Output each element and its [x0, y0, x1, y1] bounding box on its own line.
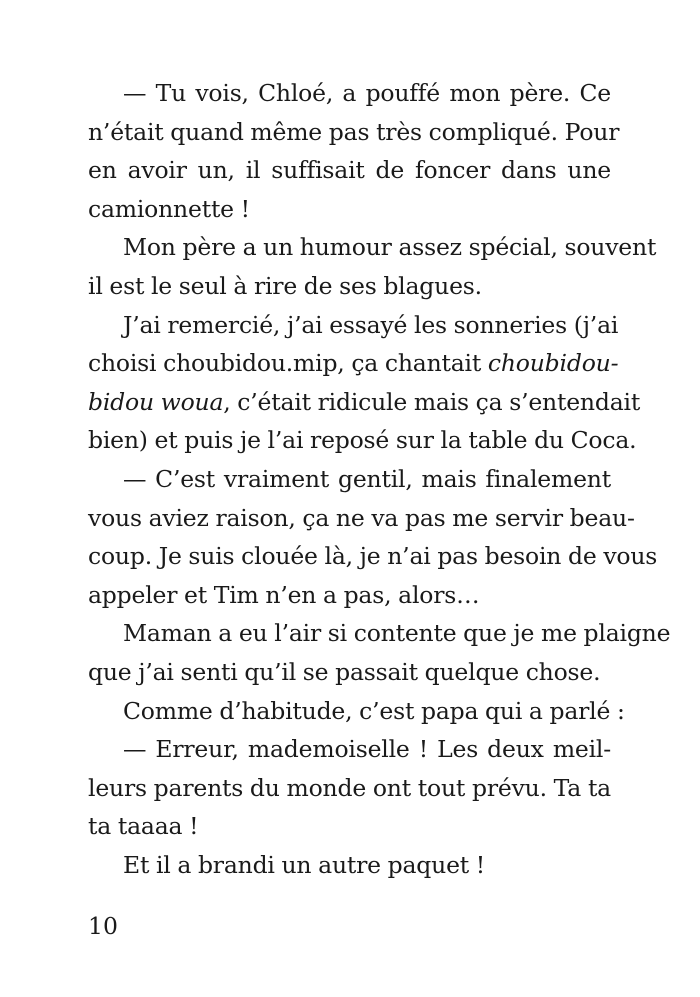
text-line: coup. Je suis clouée là, je n’ai pas besoin de vous — [88, 542, 658, 571]
text-line: vous aviez raison, ça ne va pas me servir beau- — [88, 503, 635, 532]
text-line: — Erreur, mademoiselle ! Les deux meil- — [123, 735, 611, 764]
text-line: — Tu vois, Chloé, a pouffé mon père. Ce — [123, 79, 611, 107]
text-line: en avoir un, il suffisait de foncer dans une — [88, 156, 611, 185]
body-text — [88, 74, 671, 884]
text-line: Et il a brandi un autre paquet ! — [123, 850, 486, 879]
text-line — [88, 383, 641, 422]
italic-segment: choubidou- — [487, 349, 619, 378]
text-line — [88, 344, 619, 383]
text-line: n’était quand même pas très compliqué. Pour — [88, 117, 620, 146]
text-line: ta taaaa ! — [88, 812, 199, 841]
italic-segment: bidou woua — [88, 387, 224, 416]
text-line: bien) et puis je l’ai reposé sur la table du Coca. — [88, 426, 637, 455]
text-line: Comme d’habitude, c’est papa qui a parlé : — [123, 696, 625, 725]
text-line: — C’est vraiment gentil, mais finalement — [123, 464, 611, 493]
text-line: camionnette ! — [88, 194, 250, 223]
text-line: Maman a eu l’air si contente que je me plaigne — [123, 619, 671, 648]
text-line: que j’ai senti qu’il se passait quelque chose. — [88, 657, 601, 686]
text-line: appeler et Tim n’en a pas, alors… — [88, 580, 480, 609]
text-line: leurs parents du monde ont tout prévu. Ta ta — [88, 773, 611, 802]
text-line: J’ai remercié, j’ai essayé les sonneries (j’ai — [123, 310, 619, 339]
text-line: Mon père a un humour assez spécial, souvent — [123, 233, 657, 262]
text-segment: choisi choubidou.mip, ça chantait — [88, 349, 488, 378]
text-segment: , c’était ridicule mais ça s’entendait — [223, 387, 641, 416]
text-line: il est le seul à rire de ses blagues. — [88, 271, 482, 300]
page-number: 10 — [88, 912, 118, 940]
